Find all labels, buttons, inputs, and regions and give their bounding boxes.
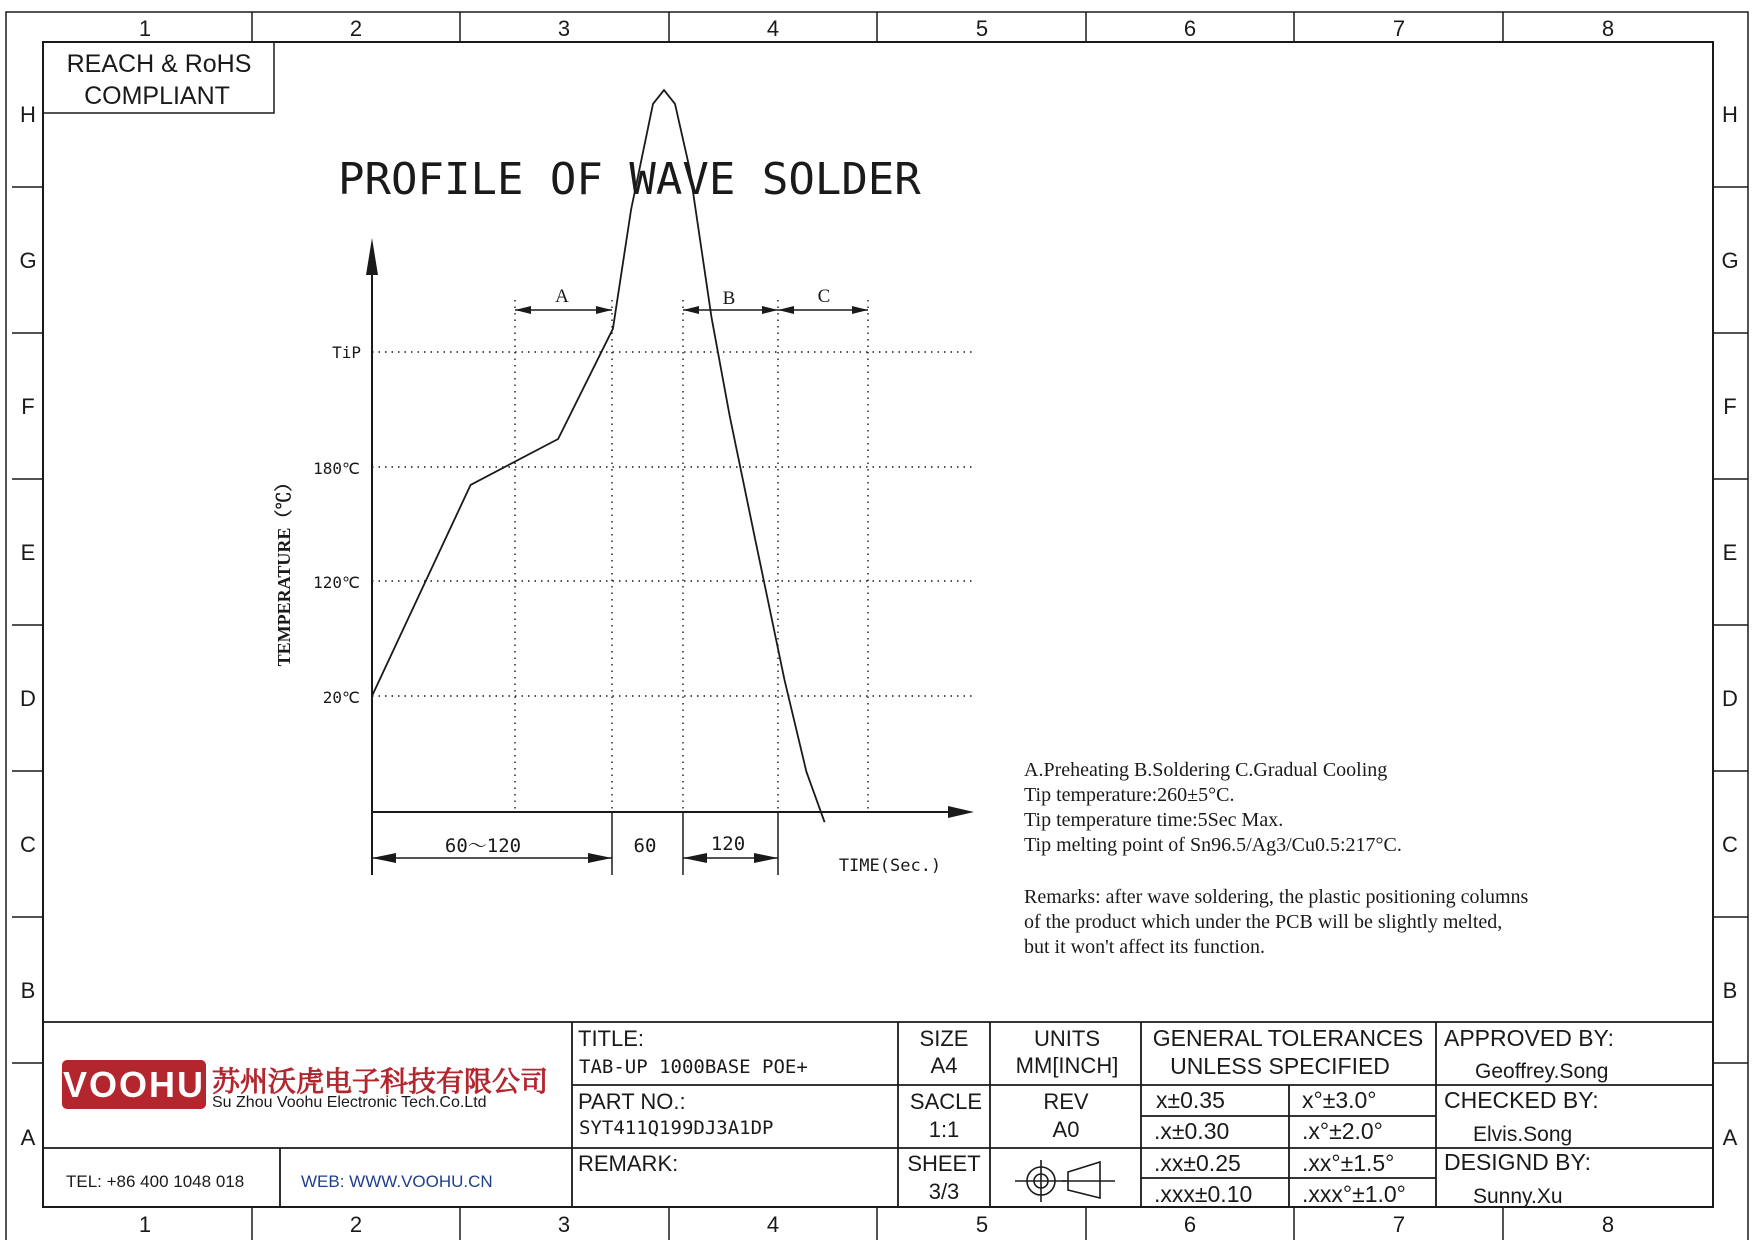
time-segment-label: 120 (710, 833, 746, 855)
row-label-right: E (1722, 540, 1738, 565)
y-tick-label: 120℃ (313, 573, 360, 592)
row-label-right: C (1722, 832, 1738, 857)
projection-symbol-icon (1015, 1160, 1115, 1202)
row-label-left: D (20, 686, 36, 711)
logo-text: VOOHU (62, 1064, 206, 1105)
col-label-bottom: 3 (557, 1212, 571, 1237)
col-label-top: 3 (557, 16, 571, 41)
units-label: UNITS (1034, 1026, 1100, 1051)
col-label-top: 2 (349, 16, 363, 41)
y-tick-label: TiP (332, 343, 361, 362)
scale-value: 1:1 (928, 1117, 960, 1142)
col-label-top: 6 (1183, 16, 1197, 41)
col-label-bottom: 2 (349, 1212, 363, 1237)
designed-by-label: DESIGND BY: (1444, 1149, 1591, 1175)
company-name-en: Su Zhou Voohu Electronic Tech.Co.Ltd (212, 1094, 487, 1111)
tolerance-linear: .x±0.30 (1154, 1118, 1230, 1144)
designed-by-value: Sunny.Xu (1473, 1185, 1563, 1208)
remark-label: REMARK: (578, 1151, 679, 1176)
tolerance-header: GENERAL TOLERANCES (1152, 1025, 1424, 1051)
note-line: Tip melting point of Sn96.5/Ag3/Cu0.5:217°C. (1024, 834, 1402, 856)
tolerance-angular: .xx°±1.5° (1302, 1150, 1395, 1176)
col-label-bottom: 4 (766, 1212, 780, 1237)
zone-arrows (515, 306, 868, 314)
remark-line: but it won't affect its function. (1024, 936, 1265, 958)
col-label-bottom: 1 (138, 1212, 152, 1237)
x-axis-title: TIME(Sec.) (838, 856, 942, 876)
scale-label: SACLE (909, 1089, 983, 1114)
compliance-line1: REACH & RoHS (66, 50, 252, 78)
zone-label-a: A (555, 286, 569, 307)
size-value: A4 (930, 1053, 958, 1078)
rev-label: REV (1043, 1089, 1089, 1114)
tolerance-angular: x°±3.0° (1302, 1087, 1377, 1113)
col-label-top: 7 (1392, 16, 1406, 41)
tolerance-linear: .xxx±0.10 (1154, 1181, 1253, 1207)
row-label-left: B (20, 978, 36, 1003)
solder-profile-chart (274, 90, 975, 876)
col-label-top: 5 (975, 16, 989, 41)
tolerance-angular: .x°±2.0° (1302, 1118, 1383, 1144)
row-label-right: F (1723, 394, 1737, 419)
checked-by-label: CHECKED BY: (1444, 1087, 1599, 1113)
col-label-top: 4 (766, 16, 780, 41)
y-tick-label: 180℃ (313, 459, 360, 478)
tolerance-angular: .xxx°±1.0° (1302, 1181, 1406, 1207)
approved-by-label: APPROVED BY: (1444, 1025, 1615, 1051)
tel-text: TEL: +86 400 1048 018 (66, 1172, 245, 1191)
y-tick-label: 20℃ (322, 688, 360, 707)
compliance-line2: COMPLIANT (84, 82, 230, 110)
title-value: TAB-UP 1000BASE POE+ (579, 1056, 808, 1078)
remark-line: Remarks: after wave soldering, the plastic positioning columns (1024, 886, 1529, 908)
col-label-bottom: 7 (1392, 1212, 1406, 1237)
rev-value: A0 (1052, 1117, 1080, 1142)
row-label-right: A (1722, 1125, 1738, 1150)
y-axis-title: TEMPERATURE（℃） (274, 473, 294, 667)
row-label-right: H (1722, 102, 1738, 127)
part-no-label: PART NO.: (578, 1089, 686, 1114)
row-label-left: H (20, 102, 36, 127)
checked-by-value: Elvis.Song (1473, 1123, 1573, 1146)
col-label-top: 1 (138, 16, 152, 41)
remark-line: of the product which under the PCB will be slightly melted, (1024, 911, 1503, 933)
notes (1024, 759, 1529, 958)
approved-by-value: Geoffrey.Song (1475, 1060, 1609, 1083)
web-text: WEB: WWW.VOOHU.CN (301, 1172, 493, 1191)
row-label-left: F (21, 394, 35, 419)
col-label-bottom: 6 (1183, 1212, 1197, 1237)
note-line: Tip temperature:260±5°C. (1024, 784, 1235, 806)
tolerance-subheader: UNLESS SPECIFIED (1170, 1053, 1390, 1079)
row-label-right: B (1722, 978, 1738, 1003)
row-label-right: G (1721, 248, 1739, 273)
size-label: SIZE (919, 1026, 969, 1051)
row-label-left: C (20, 832, 36, 857)
row-label-left: A (20, 1125, 36, 1150)
zone-label-c: C (817, 286, 831, 307)
chart-grid (372, 300, 975, 810)
company-name-cn: 苏州沃虎电子科技有限公司 (212, 1066, 549, 1097)
col-label-bottom: 5 (975, 1212, 989, 1237)
row-label-left: E (20, 540, 36, 565)
row-label-right: D (1722, 686, 1738, 711)
y-axis-arrow (366, 238, 378, 275)
page-title: PROFILE OF WAVE SOLDER (338, 154, 921, 205)
sheet-label: SHEET (907, 1151, 981, 1176)
note-line: A.Preheating B.Soldering C.Gradual Cooling (1024, 759, 1388, 781)
zone-label-b: B (722, 288, 736, 309)
col-label-bottom: 8 (1601, 1212, 1615, 1237)
time-segment-label: 60 (633, 835, 657, 857)
units-value: MM[INCH] (1015, 1053, 1119, 1078)
time-segment-label: 60～120 (444, 835, 522, 857)
tolerance-linear: x±0.35 (1156, 1087, 1225, 1113)
sheet-value: 3/3 (928, 1179, 960, 1204)
part-no-value: SYT411Q199DJ3A1DP (579, 1117, 774, 1139)
x-axis-arrow (948, 806, 974, 818)
row-label-left: G (19, 248, 37, 273)
col-label-top: 8 (1601, 16, 1615, 41)
tolerance-linear: .xx±0.25 (1154, 1150, 1241, 1176)
title-label: TITLE: (578, 1026, 645, 1051)
note-line: Tip temperature time:5Sec Max. (1024, 809, 1284, 831)
